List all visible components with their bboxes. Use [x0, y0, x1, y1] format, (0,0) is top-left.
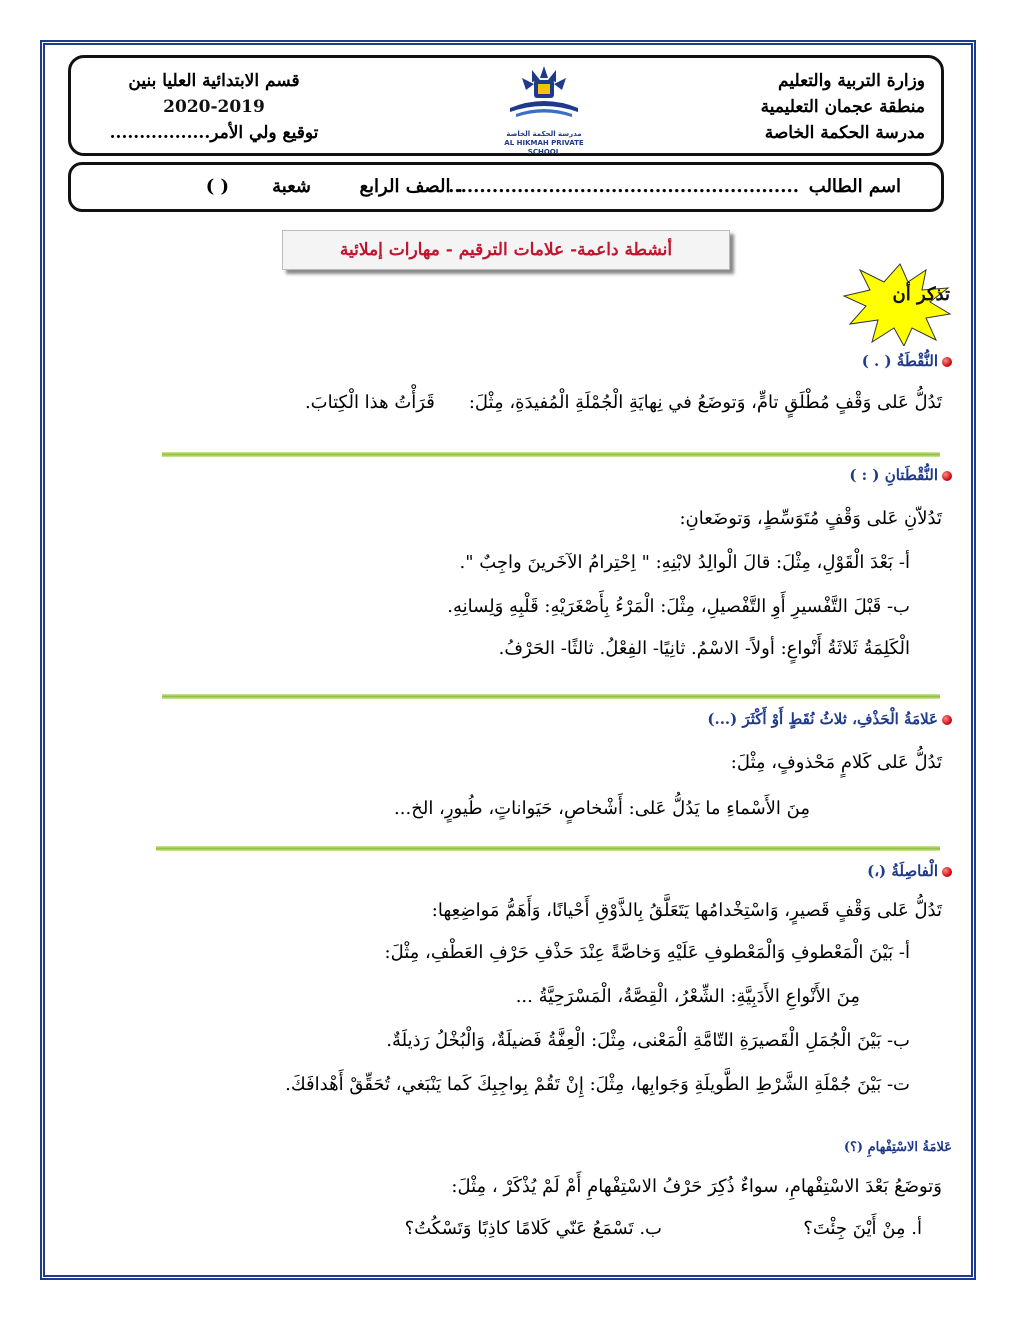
- colon-point-b: ب- قَبْلَ التَّفْسيرِ أَوِ التَّفْصيلِ، مِثْلَ: الْمَرْءُ بِأَصْغَرَيْهِ: قَلْبِهِ وَلِسانِهِ.: [447, 596, 910, 617]
- grade-label: . الصف الرابع: [359, 176, 463, 197]
- student-name-field[interactable]: ........................................................: [448, 176, 799, 197]
- ellipsis-intro: تَدُلُّ عَلى كَلامٍ مَحْذوفٍ، مِثْلَ:: [730, 752, 942, 773]
- colon-example-c: الْكَلِمَةُ ثَلاثَةُ أَنْواعٍ: أولاً- الاسْمُ. ثانِيًا- الفِعْلُ. ثالثًا- الحَرْفُ.: [498, 638, 910, 659]
- comma-heading: الْفاصِلَةُ (،): [867, 862, 952, 880]
- school-logo: [489, 64, 599, 156]
- ministry-line: وزارة التربية والتعليم: [778, 71, 925, 91]
- comma-point-t: ت- بَيْنَ جُمْلَةِ الشَّرْطِ الطَّويلَةِ وَجَوابِها، مِثْلَ: إِنْ تَقُمْ بِواجِبِكَ كَما يَنْبَغي، تُحَقِّقْ أَهْدافَكَ.: [285, 1074, 910, 1095]
- comma-point-b: ب- بَيْنَ الْجُمَلِ الْقَصيرَةِ التّامَّةِ الْمَعْنى، مِثْلَ: الْعِفَّةُ فَضيلَةٌ، وَالْبُخْلُ رَذيلَةٌ.: [386, 1030, 910, 1051]
- separator-line: [156, 846, 940, 851]
- comma-intro: تَدُلُّ عَلى وَقْفٍ قَصيرٍ، وَاسْتِخْدامُها يَتَعَلَّقُ بِالذَّوْقِ أَحْيانًا، وَأَهَمُّ مَواضِعِها:: [431, 900, 942, 921]
- colon-heading: النُّقْطَتانِ ( : ): [849, 466, 952, 484]
- school-line: مدرسة الحكمة الخاصة: [764, 123, 925, 143]
- bullet-icon: [942, 357, 952, 367]
- period-example: قَرَأْتُ هذا الْكِتابَ.: [304, 392, 435, 413]
- bullet-icon: [942, 471, 952, 481]
- logo-caption-en: AL HIKMAH PRIVATE SCHOOL: [504, 139, 584, 156]
- header-box: [68, 55, 944, 156]
- question-intro: وَتوضَعُ بَعْدَ الاسْتِفْهامِ، سواءٌ ذُكِرَ حَرْفُ الاسْتِفْهامِ أَمْ لَمْ يُذْكَرْ ، مِثْلَ:: [451, 1176, 942, 1197]
- question-example-a: أ. مِنْ أَيْنَ جِئْتَ؟: [803, 1218, 922, 1239]
- department-block: [99, 68, 329, 146]
- comma-example-a: مِنَ الأَنْواعِ الأَدَبِيَّةِ: الشِّعْرُ، الْقِصَّةُ، الْمَسْرَحِيَّةُ ...: [515, 986, 860, 1007]
- ministry-block: [761, 68, 925, 146]
- period-heading: النُّقْطَةُ ( . ): [862, 352, 952, 370]
- logo-emblem-icon: [502, 64, 586, 126]
- separator-line: [162, 452, 940, 457]
- period-rule: تَدُلُّ عَلى وَقْفٍ مُطْلَقٍ تامٍّ، وَتوضَعُ في نِهايَةِ الْجُمْلَةِ الْمُفيدَةِ، مِثْلَ:قَرَأْتُ هذا الْكِتابَ.: [304, 392, 942, 413]
- department-line: قسم الابتدائية العليا بنين: [128, 71, 300, 91]
- separator-line: [162, 694, 940, 699]
- ellipsis-heading: عَلامَةُ الْحَذْفِ، ثلاثُ نُقَطٍ أَوْ أَكْثَرَ (...): [707, 710, 952, 728]
- school-year: 2020-2019: [163, 97, 265, 117]
- remember-label: تذكر أن: [892, 284, 950, 305]
- section-field[interactable]: ( ): [205, 176, 229, 197]
- student-name-label: اسم الطالب: [808, 176, 901, 197]
- question-heading: عَلامَةُ الاسْتِفْهامِ (؟): [843, 1140, 952, 1155]
- ellipsis-example: مِنَ الأَسْماءِ ما يَدُلُّ عَلى: أَشْخاصٍ، حَيَواناتٍ، طُيورٍ، الخ...: [394, 798, 810, 819]
- page-title: أنشطة داعمة- علامات الترقيم - مهارات إملائية: [282, 230, 730, 270]
- bullet-icon: [942, 867, 952, 877]
- colon-point-a: أ- بَعْدَ الْقَوْلِ، مِثْلَ: قالَ الْوالِدُ لابْنِهِ: " اِحْتِرامُ الآخَرينَ واجِبٌ ".: [459, 552, 910, 573]
- section-label: شعبة: [272, 176, 311, 197]
- colon-intro: تَدُلاّنِ عَلى وَقْفٍ مُتَوَسِّطٍ، وَتوضَعانِ:: [679, 508, 942, 529]
- guardian-signature-line: توقيع ولي الأمر.................: [109, 123, 319, 143]
- zone-line: منطقة عجمان التعليمية: [760, 97, 925, 117]
- bullet-icon: [942, 715, 952, 725]
- student-info-box: [68, 162, 944, 212]
- comma-point-a: أ- بَيْنَ الْمَعْطوفِ وَالْمَعْطوفِ عَلَيْهِ وَخاصَّةً عِنْدَ حَذْفِ حَرْفِ العَطْفِ، مِثْلَ:: [384, 942, 910, 963]
- question-example-b: ب. تَسْمَعُ عَنّي كَلامًا كاذِبًا وَتَسْكُتُ؟: [404, 1218, 662, 1239]
- logo-caption-ar: مدرسة الحكمة الخاصة: [506, 130, 582, 138]
